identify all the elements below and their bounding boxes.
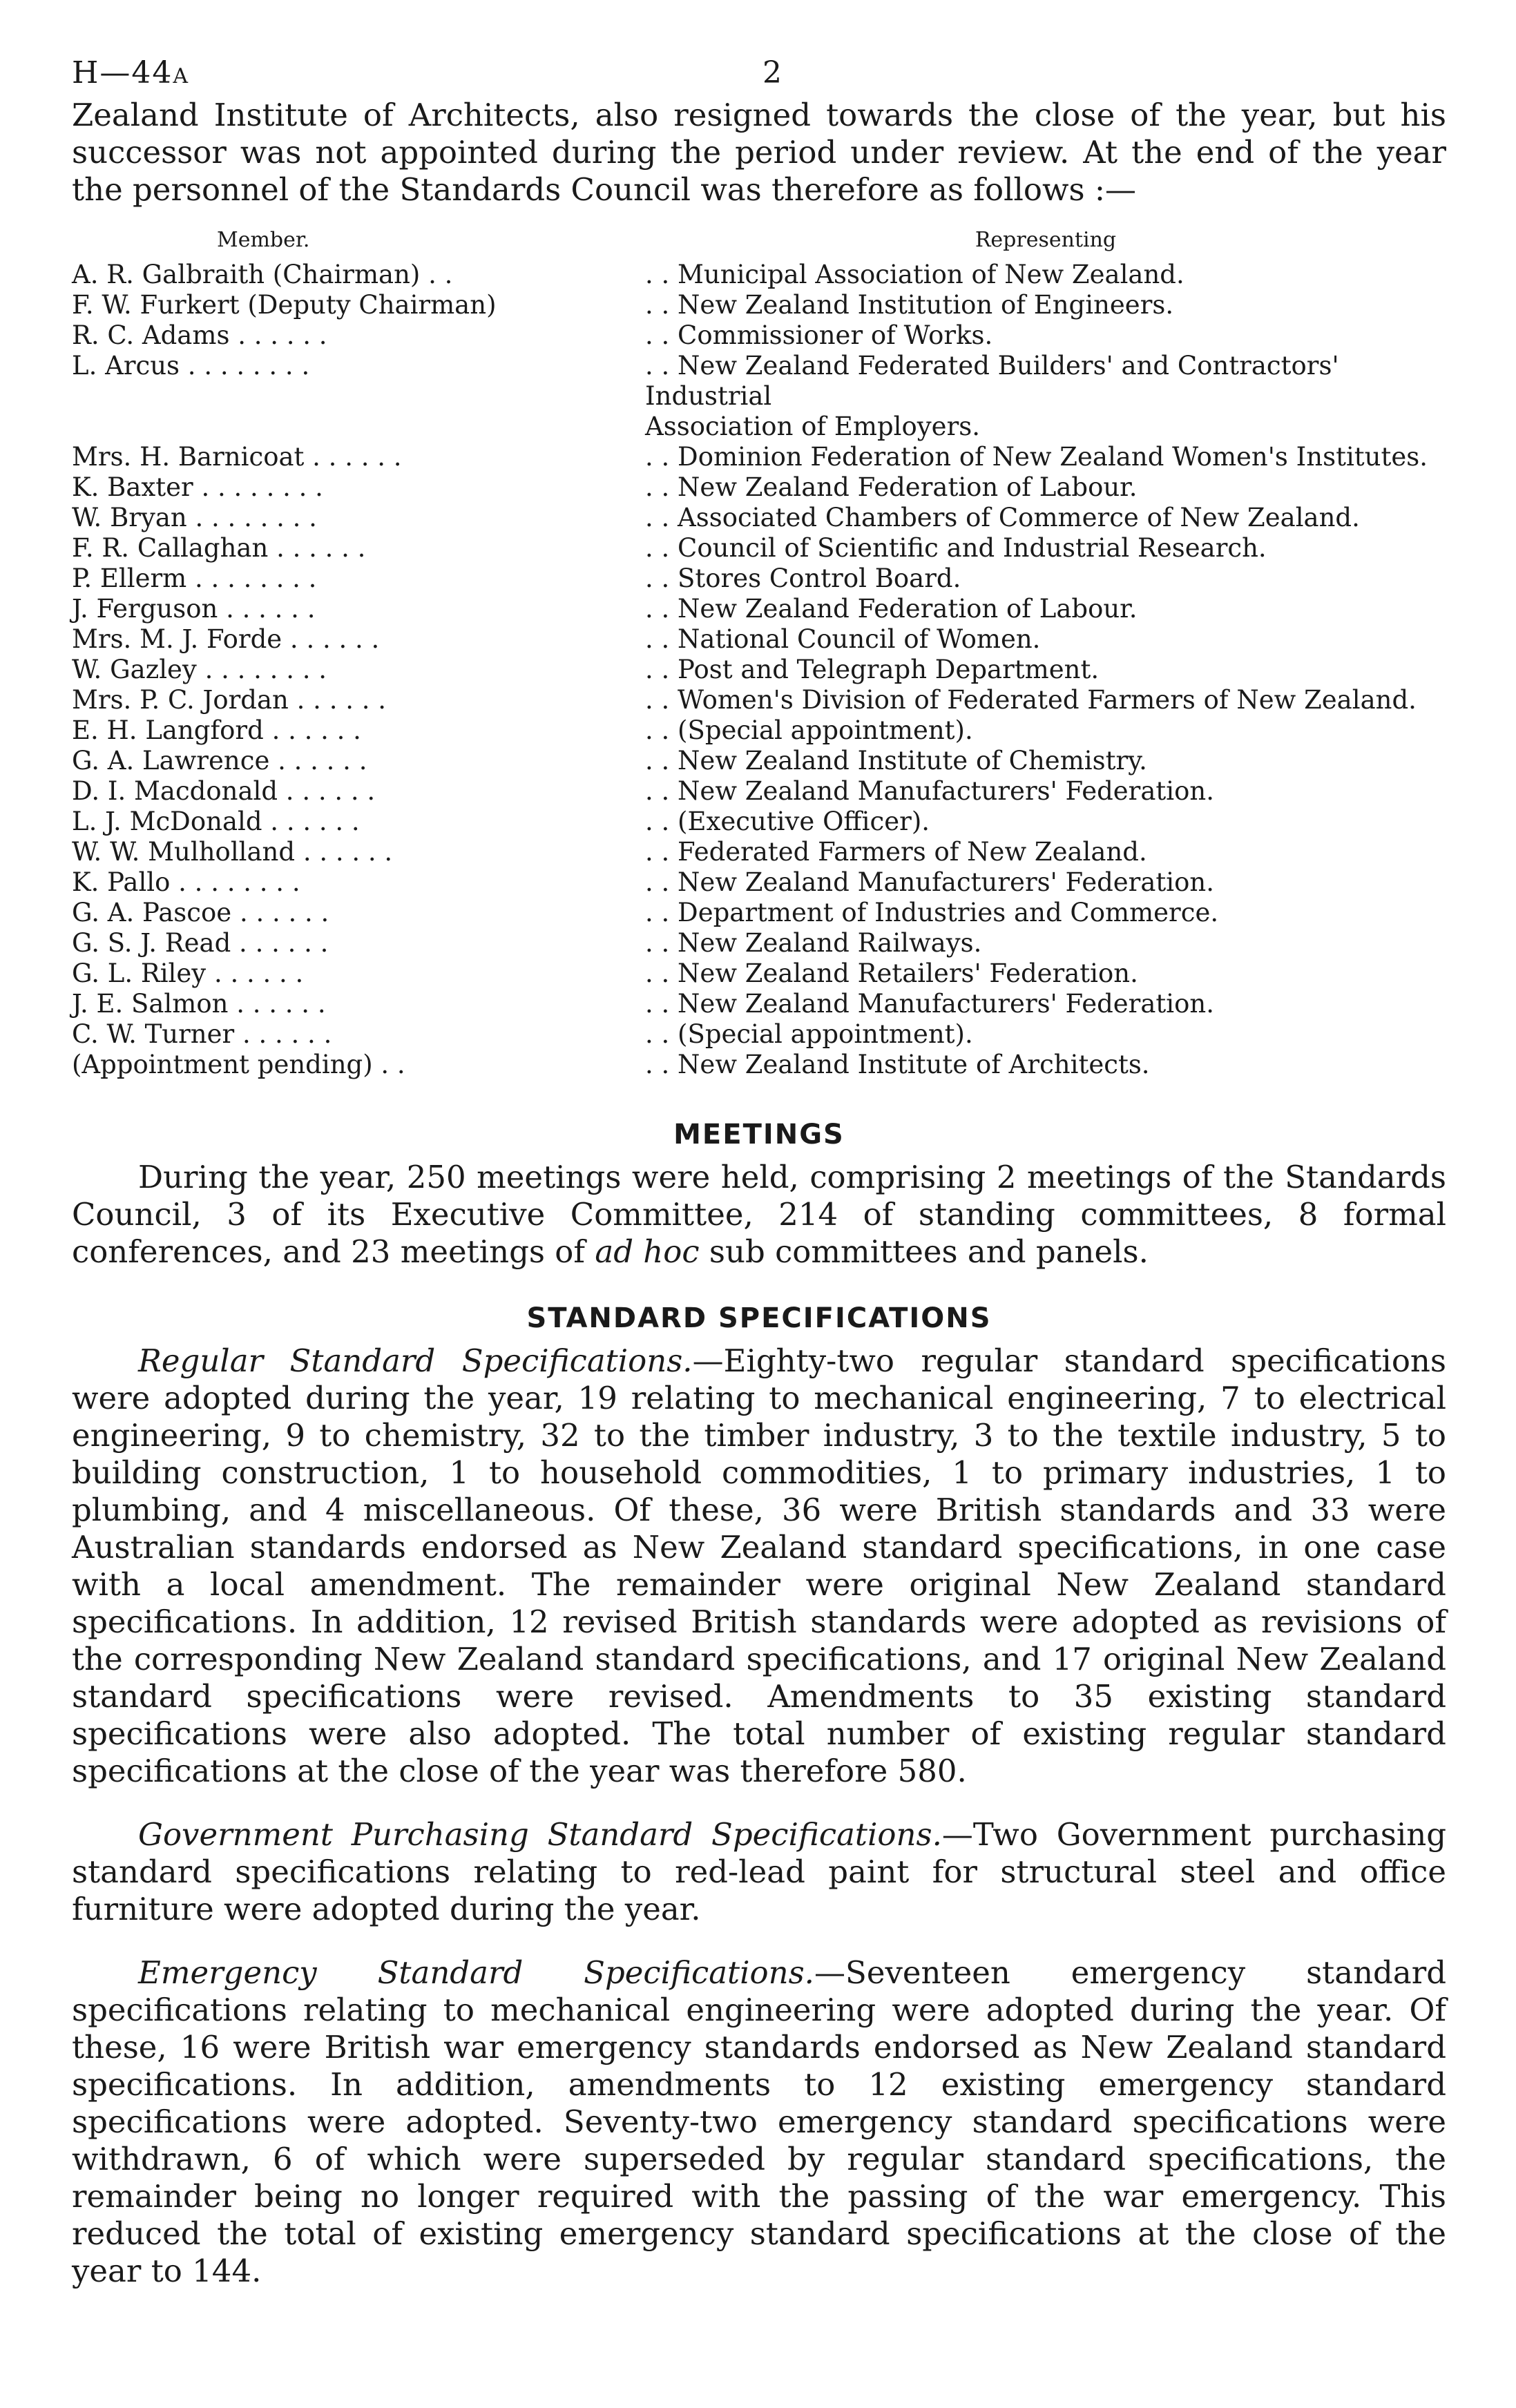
member-name: G. A. Pascoe . . . . . . (72, 898, 329, 927)
member-name: E. H. Langford . . . . . . (72, 715, 361, 745)
page-header (72, 41, 1446, 97)
table-row (72, 715, 1446, 746)
meetings-text-end: sub committees and panels. (699, 1233, 1149, 1270)
member-name: A. R. Galbraith (Chairman) . . (72, 260, 453, 289)
table-row (72, 533, 1446, 564)
member-representing: . . Dominion Federation of New Zealand Women's Institutes. (645, 442, 1428, 472)
member-representing: . . (Special appointment). (645, 1019, 973, 1049)
member-representing: . . Commissioner of Works. (645, 320, 993, 350)
standard-specifications-heading: STANDARD SPECIFICATIONS (526, 1302, 992, 1334)
emergency-specifications-title: Emergency Standard Specifications. (138, 1954, 814, 1991)
intro-paragraph: Zealand Institute of Architects, also resigned towards the close of the year, but his successor was not appointed during the period under review. At the end of the year the personnel of the Standards Council was therefore as follows :— (72, 97, 1446, 208)
table-row (72, 472, 1446, 503)
member-name: Mrs. P. C. Jordan . . . . . . (72, 685, 387, 715)
table-row (72, 776, 1446, 807)
member-representing: . . Municipal Association of New Zealand. (645, 260, 1184, 289)
table-row (72, 928, 1446, 959)
member-name: G. S. J. Read . . . . . . (72, 928, 329, 958)
meetings-text-start: During the year, 250 meetings were held, comprising 2 meetings of the Standards Council, 3 of its Executive Committee, 214 of standing committees, 8 formal conferences, and 23 meetings of (72, 1159, 1446, 1270)
member-representing: . . Women's Division of Federated Farmers of New Zealand. (645, 685, 1417, 715)
member-representing: . . New Zealand Railways. (645, 928, 982, 958)
table-row (72, 807, 1446, 837)
member-name: K. Baxter . . . . . . . . (72, 472, 323, 502)
member-name: J. E. Salmon . . . . . . (72, 989, 326, 1019)
member-name: Mrs. H. Barnicoat . . . . . . (72, 442, 402, 472)
table-header-row (72, 225, 1446, 260)
member-representing: . . New Zealand Manufacturers' Federation. (645, 867, 1214, 897)
table-row (72, 442, 1446, 472)
table-row (72, 320, 1446, 351)
member-name: K. Pallo . . . . . . . . (72, 867, 300, 897)
member-representing: . . New Zealand Federation of Labour. (645, 472, 1138, 502)
council-members-table (72, 225, 1446, 1080)
member-representing: . . Federated Farmers of New Zealand. (645, 837, 1147, 867)
council-members-body (72, 260, 1446, 1080)
emergency-specifications-paragraph (72, 1954, 1446, 2290)
emergency-specifications-text: —Seventeen emergency standard specifications relating to mechanical engineering were adopted during the year. Of these, 16 were British war emergency standards endorsed as New Zealand standard specifications. In addition, amendments to 12 existing emergency standard specifications were adopted. Seventy-two emergency standard specifications were withdrawn, 6 of which were superseded by regular standard specifications, the remainder being no longer required with the passing of the war emergency. This reduced the total of existing emergency standard specifications at the close of the year to 144. (72, 1954, 1447, 2289)
member-name: (Appointment pending) . . (72, 1050, 405, 1079)
member-name: G. L. Riley . . . . . . (72, 959, 304, 988)
member-representing: . . (Executive Officer). (645, 807, 930, 836)
column-header-member: Member. (217, 228, 310, 252)
member-name (72, 412, 645, 442)
government-specifications-text: —Two Government purchasing standard specifications relating to red-lead paint for structural steel and office furniture were adopted during the year. (72, 1816, 1447, 1927)
member-representing: . . (Special appointment). (645, 715, 973, 745)
page-number: 2 (762, 55, 782, 90)
table-row (72, 594, 1446, 624)
government-specifications-title: Government Purchasing Standard Specifications. (138, 1816, 942, 1853)
member-representing: . . Department of Industries and Commerce. (645, 898, 1219, 927)
table-row (72, 1050, 1446, 1080)
regular-specifications-title: Regular Standard Specifications. (138, 1342, 693, 1379)
member-name: L. J. McDonald . . . . . . (72, 807, 360, 836)
table-row (72, 564, 1446, 594)
table-row (72, 1019, 1446, 1050)
table-row (72, 898, 1446, 928)
member-representing: . . New Zealand Institute of Architects. (645, 1050, 1150, 1079)
column-header-representing: Representing (975, 228, 1117, 252)
table-row (72, 685, 1446, 715)
member-name: R. C. Adams . . . . . . (72, 320, 327, 350)
regular-specifications-paragraph (72, 1342, 1446, 1790)
table-row (72, 412, 1446, 442)
meetings-text-italic: ad hoc (595, 1233, 700, 1270)
table-row (72, 624, 1446, 655)
table-row (72, 351, 1446, 412)
member-representing: . . New Zealand Federated Builders' and Contractors' Industrial (645, 351, 1339, 411)
member-representing: . . New Zealand Institute of Chemistry. (645, 746, 1147, 776)
table-row (72, 989, 1446, 1019)
member-name: J. Ferguson . . . . . . (72, 594, 316, 624)
document-reference (72, 55, 189, 90)
table-row (72, 290, 1446, 320)
document-page (72, 41, 1446, 2290)
regular-specifications-text: —Eighty-two regular standard specifications were adopted during the year, 19 relating to mechanical engineering, 7 to electrical engineering, 9 to chemistry, 32 to the timber industry, 3 to the textile industry, 5 to building construction, 1 to household commodities, 1 to primary industries, 1 to plumbing, and 4 miscellaneous. Of these, 36 were British standards and 33 were Australian standards endorsed as New Zealand standard specifications, in one case with a local amendment. The remainder were original New Zealand standard specifications. In addition, 12 revised British standards were adopted as revisions of the corresponding New Zealand standard specifications, and 17 original New Zealand standard specifications were revised. Amendments to 35 existing standard specifications were also adopted. The total number of existing regular standard specifications at the close of the year was therefore 580. (72, 1342, 1446, 1789)
member-representing: . . New Zealand Manufacturers' Federation. (645, 776, 1214, 806)
member-name: F. R. Callaghan . . . . . . (72, 533, 366, 563)
member-name: W. Bryan . . . . . . . . (72, 503, 317, 532)
table-row (72, 837, 1446, 867)
table-row (72, 655, 1446, 685)
member-name: Mrs. M. J. Forde . . . . . . (72, 624, 380, 654)
table-row (72, 503, 1446, 533)
member-name: W. W. Mulholland . . . . . . (72, 837, 393, 867)
member-name: G. A. Lawrence . . . . . . (72, 746, 367, 776)
meetings-paragraph (72, 1159, 1446, 1271)
member-name: D. I. Macdonald . . . . . . (72, 776, 376, 806)
member-representing: . . Post and Telegraph Department. (645, 655, 1100, 684)
table-row (72, 867, 1446, 898)
member-representing: . . Stores Control Board. (645, 564, 961, 593)
member-name: F. W. Furkert (Deputy Chairman) (72, 290, 497, 320)
member-name: W. Gazley . . . . . . . . (72, 655, 327, 684)
member-name: P. Ellerm . . . . . . . . (72, 564, 317, 593)
member-representing: . . Council of Scientific and Industrial Research. (645, 533, 1267, 563)
reference-suffix: A (173, 64, 190, 88)
member-representing: . . National Council of Women. (645, 624, 1041, 654)
member-name: C. W. Turner . . . . . . (72, 1019, 332, 1049)
reference-main: H—44 (72, 55, 173, 90)
member-representing: . . New Zealand Federation of Labour. (645, 594, 1138, 624)
member-name: L. Arcus . . . . . . . . (72, 351, 310, 381)
member-representing: . . Associated Chambers of Commerce of New Zealand. (645, 503, 1360, 532)
table-row (72, 959, 1446, 989)
member-representing: . . New Zealand Institution of Engineers. (645, 290, 1174, 320)
meetings-heading: MEETINGS (673, 1119, 845, 1150)
member-representing: . . New Zealand Manufacturers' Federation. (645, 989, 1214, 1019)
member-representing: Association of Employers. (645, 412, 981, 441)
table-row (72, 260, 1446, 290)
table-row (72, 746, 1446, 776)
government-specifications-paragraph (72, 1816, 1446, 1928)
member-representing: . . New Zealand Retailers' Federation. (645, 959, 1138, 988)
